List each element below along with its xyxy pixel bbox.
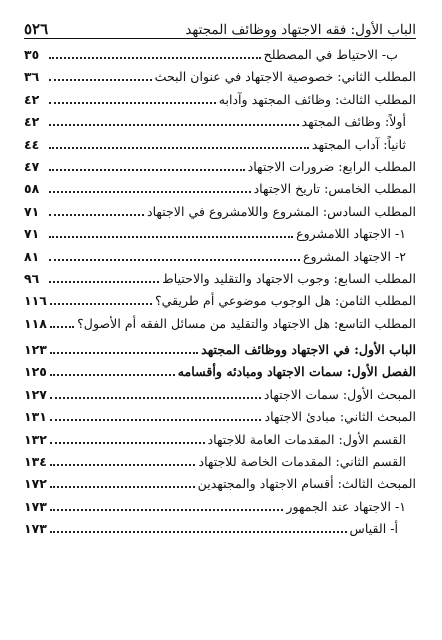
toc-entry (24, 159, 416, 181)
toc-entry-title: القسم الثاني: المقدمات الخاصة للاجتهاد (198, 454, 406, 470)
dot-leader (50, 464, 196, 466)
toc-entry (24, 181, 416, 203)
dot-leader (49, 79, 152, 81)
toc-entry-page: ١٧٣ (24, 521, 47, 537)
toc-entry-title: ثانياً: آداب المجتهد (311, 136, 406, 152)
dot-leader (49, 236, 293, 238)
toc-entry (24, 387, 416, 409)
toc-entry-page: ٥٨ (24, 181, 40, 197)
toc-entry-page: ١٣٢ (24, 431, 47, 447)
toc-entry (24, 293, 416, 315)
toc-entry-page: ٧١ (24, 226, 40, 242)
dot-leader (50, 303, 152, 305)
toc-entry (24, 271, 416, 293)
toc-entry (24, 114, 416, 136)
toc-entry-page: ١٣١ (24, 409, 47, 425)
dot-leader (49, 147, 309, 149)
dot-leader (50, 419, 262, 421)
toc-entry-part (24, 342, 416, 364)
toc-entry-title: الفصل الأول: سمات الاجتهاد ومبادئه وأقسامه (177, 364, 416, 380)
toc-entry-title: المطلب الثاني: خصوصية الاجتهاد في عنوان البحث (154, 69, 416, 85)
dot-leader (49, 281, 159, 283)
dot-leader (50, 531, 347, 533)
toc-entry-page: ١٢٧ (24, 386, 47, 402)
toc-entry-title: المبحث الثاني: مبادئ الاجتهاد (264, 409, 416, 425)
toc-entry (24, 454, 416, 476)
toc-entry (24, 69, 416, 91)
toc-entry (24, 92, 416, 114)
toc-entry (24, 249, 416, 271)
header-title: الباب الأول: فقه الاجتهاد ووظائف المجتهد (185, 22, 416, 38)
toc-entry-page: ١٧٢ (24, 476, 47, 492)
dot-leader (50, 442, 205, 444)
toc-entry-page: ١١٨ (24, 315, 47, 331)
toc-entry (24, 137, 416, 159)
running-header (24, 12, 416, 39)
dot-leader (49, 191, 251, 193)
dot-leader (50, 509, 283, 511)
toc-entry-chapter (24, 364, 416, 386)
toc-entry-page: ٤٧ (24, 158, 40, 174)
toc-entry-title: أولاً: وظائف المجتهد (301, 114, 406, 130)
toc-entry-title: المطلب الثامن: هل الوجوب موضوعي أم طريقي؟ (154, 293, 416, 309)
toc-entry-page: ٩٦ (24, 270, 40, 286)
toc-entry-title: ١- الاجتهاد عند الجمهور (286, 498, 406, 514)
toc-entry-page: ١٢٥ (24, 364, 47, 380)
toc-entry-title: ٢- الاجتهاد المشروع (303, 248, 406, 264)
dot-leader (50, 352, 198, 354)
toc-entry-page: ١٢٣ (24, 342, 47, 358)
dot-leader (49, 102, 216, 104)
toc-entry (24, 47, 416, 69)
toc-entry-title: أ- القياس (349, 521, 398, 537)
dot-leader (50, 486, 195, 488)
toc-entry-title: القسم الأول: المقدمات العامة للاجتهاد (207, 431, 406, 447)
toc-entry-title: المطلب السابع: وجوب الاجتهاد والتقليد والاحتياط (162, 270, 416, 286)
dot-leader (49, 259, 300, 261)
toc-entry-title: المطلب الثالث: وظائف المجتهد وآدابه (218, 91, 416, 107)
toc-entry-page: ٨١ (24, 248, 40, 264)
toc-entry-title: المطلب السادس: المشروع واللامشروع في الاجتهاد (146, 203, 416, 219)
toc-entry-title: المطلب الرابع: ضرورات الاجتهاد (247, 158, 416, 174)
toc-entry (24, 476, 416, 498)
toc-entry-title: ب- الاحتياط في المصطلح (263, 47, 398, 62)
toc-entry-page: ٣٥ (24, 47, 40, 62)
toc-entry-page: ٤٤ (24, 136, 40, 152)
toc-entry-page: ١٣٤ (24, 454, 47, 470)
toc-entry-page: ٤٢ (24, 91, 40, 107)
header-page-number: ٥٢٦ (24, 20, 49, 38)
toc-entry-page: ١١٦ (24, 293, 47, 309)
toc-entry (24, 226, 416, 248)
toc-entry-title: المطلب الخامس: تاريخ الاجتهاد (253, 181, 416, 197)
toc-entry-page: ١٧٣ (24, 498, 47, 514)
toc-entry (24, 409, 416, 431)
dot-leader (50, 326, 74, 328)
toc-entry (24, 316, 416, 338)
toc-entry (24, 432, 416, 454)
dot-leader (49, 124, 299, 126)
dot-leader (49, 214, 144, 216)
toc-entry-title: المطلب التاسع: هل الاجتهاد والتقليد من مسائل الفقه أم الأصول؟ (77, 315, 416, 331)
toc-entry-title: الباب الأول: في الاجتهاد ووظائف المجتهد (201, 342, 416, 358)
toc-entry (24, 521, 416, 543)
dot-leader (49, 169, 245, 171)
dot-leader (49, 57, 261, 59)
dot-leader (50, 374, 175, 376)
table-of-contents (24, 47, 416, 544)
toc-entry-title: المبحث الأول: سمات الاجتهاد (263, 386, 416, 402)
toc-entry-title: المبحث الثالث: أقسام الاجتهاد والمجتهدين (197, 476, 416, 492)
toc-entry-title: ١- الاجتهاد اللامشروع (296, 226, 406, 242)
dot-leader (50, 397, 261, 399)
toc-entry-page: ٤٢ (24, 114, 40, 130)
toc-entry (24, 204, 416, 226)
toc-entry-page: ٣٦ (24, 69, 40, 85)
toc-entry-page: ٧١ (24, 203, 40, 219)
toc-entry (24, 499, 416, 521)
